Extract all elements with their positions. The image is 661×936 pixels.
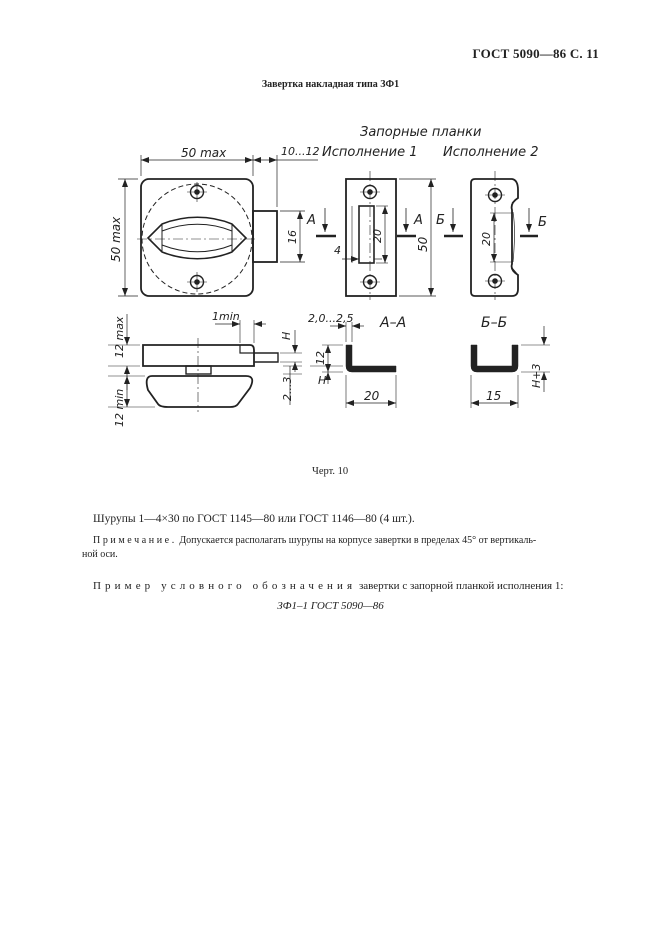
section-a-right: А [414,213,423,228]
section-a-left: А [307,213,316,228]
section-aa-title: А–А [380,315,407,331]
note-paragraph [93,533,603,549]
note-text-continued: ной оси. [82,549,118,560]
dim-H2: H [318,374,327,387]
note-text: Допускается располагать шурупы на корпусе завертки в пределах 45° от вертикаль- [179,535,537,546]
dim-4: 4 [334,244,341,257]
dim-1min: 1min [212,310,240,323]
dim-20-aa: 20 [364,389,380,403]
latch-front-view [137,179,277,296]
section-aa-profile [346,345,396,372]
section-b-right: Б [538,215,547,230]
example-designation: ЗФ1–1 ГОСТ 5090—86 [277,600,384,612]
section-bb-title: Б–Б [481,315,508,331]
page-title: Завертка накладная типа ЗФ1 [261,79,400,90]
dim-12: 12 [314,351,327,365]
dim-50max: 50 max [181,146,227,160]
figure-caption: Черт. 10 [312,466,349,477]
screws-line: Шурупы 1—4×30 по ГОСТ 1145—80 или ГОСТ 1146—80 (4 шт.). [93,513,415,525]
page-header: ГОСТ 5090—86 С. 11 [472,46,599,61]
dim-H: H [280,331,293,340]
dim-12max: 12 max [113,316,126,358]
example-paragraph [93,580,563,592]
dim-16: 16 [286,230,299,244]
example-label: Пример условного обозначения [93,580,357,592]
section-b-left: Б [436,213,445,228]
example-text: завертки с запорной планкой исполнения 1: [358,580,564,592]
heading-v1: Исполнение 1 [322,145,418,160]
dim-20-v2: 20 [480,232,493,246]
dim-15: 15 [486,389,502,403]
dim-H3: H+3 [530,363,543,388]
heading-v2: Исполнение 2 [443,145,539,160]
dim-2-3: 2...3 [281,376,294,401]
strike-plate-v2 [471,171,518,300]
latch-side-view [143,338,278,412]
dim-10-12: 10...12 [281,145,320,158]
dim-50: 50 [416,236,430,252]
heading-main: Запорные планки [360,125,482,140]
dim-12min: 12 min [113,388,126,427]
dim-50max-v: 50 max [109,216,123,262]
dim-20-slot: 20 [371,229,384,243]
section-bb-profile [471,345,518,372]
dim-2-25: 2,0...2,5 [308,312,354,325]
note-label: Примечание. [93,535,177,546]
